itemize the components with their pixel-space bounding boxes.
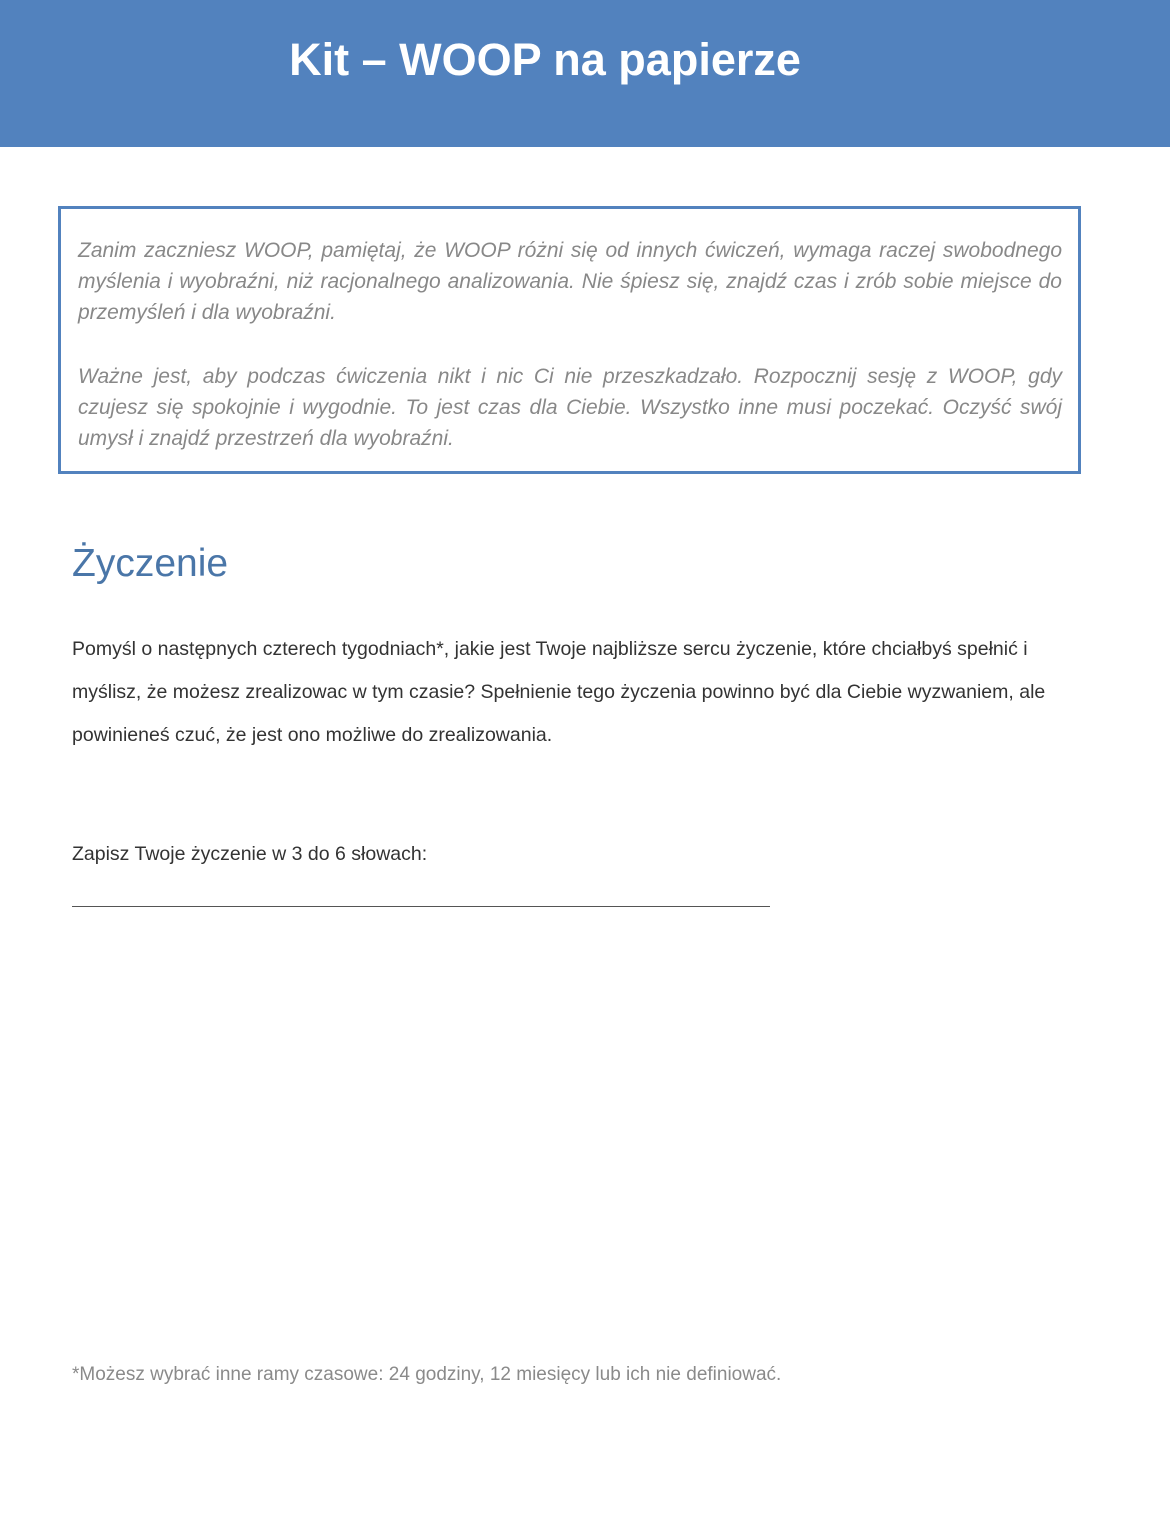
intro-paragraph-2: Ważne jest, aby podczas ćwiczenia nikt i nic Ci nie przeszkadzało. Rozpocznij sesję z WOOP, gdy czujesz się spokojnie i wygodnie. To jest czas dla Ciebie. Wszystko inne musi poczekać. Oczyść swój umysł i znajdź przestrzeń dla wyobraźni. bbox=[78, 365, 1062, 450]
wish-prompt-label: Zapisz Twoje życzenie w 3 do 6 słowach: bbox=[72, 843, 428, 865]
wish-answer-line[interactable] bbox=[72, 906, 770, 907]
section-heading: Życzenie bbox=[72, 542, 229, 585]
section-body: Pomyśl o następnych czterech tygodniach*, jakie jest Twoje najbliższe sercu życzenie, które chciałbyś spełnić i myślisz, że możesz zrealizowac w tym czasie? Spełnienie tego życzenia powinno być dla Ciebie wyzwaniem, ale powinieneś czuć, że jest ono możliwe do zrealizowania. bbox=[72, 638, 1046, 746]
intro-box bbox=[58, 206, 1081, 474]
header-band bbox=[0, 0, 1170, 147]
intro-paragraph-1: Zanim zaczniesz WOOP, pamiętaj, że WOOP różni się od innych ćwiczeń, wymaga raczej swobodnego myślenia i wyobraźni, niż racjonalnego analizowania. Nie śpiesz się, znajdź czas i zrób sobie miejsce do przemyśleń i dla wyobraźni. bbox=[78, 239, 1062, 324]
footnote: *Możesz wybrać inne ramy czasowe: 24 godziny, 12 miesięcy lub ich nie definiować. bbox=[72, 1364, 782, 1385]
page-title: Kit – WOOP na papierze bbox=[289, 34, 801, 85]
